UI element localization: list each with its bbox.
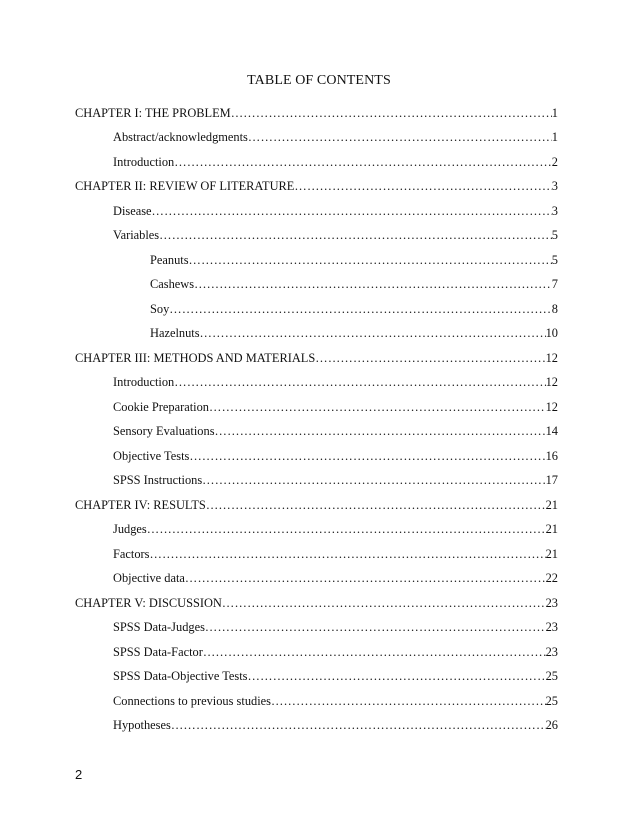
dot-leader bbox=[215, 424, 546, 439]
dot-leader bbox=[206, 498, 546, 513]
toc-entry-label: Abstract/acknowledgments bbox=[113, 130, 248, 145]
toc-entry-line bbox=[113, 571, 558, 586]
toc-section-entry[interactable] bbox=[0, 469, 638, 494]
toc-entry-page-number: 1 bbox=[551, 105, 558, 120]
toc-entry-line bbox=[150, 326, 558, 341]
toc-section-entry[interactable] bbox=[0, 640, 638, 665]
toc-section-entry[interactable] bbox=[0, 616, 638, 641]
toc-entry-label: Disease bbox=[113, 203, 152, 218]
toc-entry-label: CHAPTER V: DISCUSSION bbox=[75, 595, 222, 610]
toc-entry-page-number: 26 bbox=[545, 718, 558, 733]
toc-entry-page-number: 14 bbox=[545, 424, 558, 439]
dot-leader bbox=[147, 522, 546, 537]
table-of-contents bbox=[0, 101, 638, 738]
toc-entry-label: Cookie Preparation bbox=[113, 399, 210, 414]
toc-section-entry[interactable] bbox=[0, 273, 638, 298]
dot-leader bbox=[174, 155, 552, 170]
toc-entry-label: Introduction bbox=[113, 154, 175, 169]
toc-section-entry[interactable] bbox=[0, 297, 638, 322]
toc-entry-page-number: 5 bbox=[551, 228, 558, 243]
toc-entry-label: Objective Tests bbox=[113, 448, 190, 463]
toc-entry-page-number: 8 bbox=[551, 301, 558, 316]
toc-entry-page-number: 3 bbox=[551, 179, 558, 194]
toc-chapter-entry[interactable] bbox=[0, 591, 638, 616]
toc-entry-line bbox=[113, 718, 558, 733]
toc-section-entry[interactable] bbox=[0, 322, 638, 347]
toc-entry-page-number: 1 bbox=[551, 130, 558, 145]
dot-leader bbox=[194, 277, 552, 292]
toc-entry-line bbox=[113, 449, 558, 464]
toc-entry-label: SPSS Instructions bbox=[113, 473, 203, 488]
dot-leader bbox=[189, 449, 545, 464]
toc-entry-line bbox=[113, 620, 558, 635]
dot-leader bbox=[203, 645, 546, 660]
dot-leader bbox=[222, 596, 546, 611]
toc-entry-line bbox=[75, 596, 558, 611]
toc-entry-line bbox=[113, 424, 558, 439]
dot-leader bbox=[271, 694, 546, 709]
toc-section-entry[interactable] bbox=[0, 420, 638, 445]
dot-leader bbox=[202, 473, 545, 488]
toc-entry-label: SPSS Data-Judges bbox=[113, 620, 205, 635]
toc-entry-line bbox=[113, 669, 558, 684]
toc-chapter-entry[interactable] bbox=[0, 101, 638, 126]
toc-chapter-entry[interactable] bbox=[0, 175, 638, 200]
toc-section-entry[interactable] bbox=[0, 224, 638, 249]
dot-leader bbox=[200, 326, 546, 341]
toc-entry-page-number: 12 bbox=[545, 350, 558, 365]
toc-entry-page-number: 25 bbox=[545, 669, 558, 684]
toc-entry-label: SPSS Data-Factor bbox=[113, 644, 203, 659]
toc-entry-line bbox=[113, 228, 558, 243]
toc-entry-line bbox=[150, 302, 558, 317]
page-title: TABLE OF CONTENTS bbox=[247, 73, 391, 88]
toc-entry-label: CHAPTER III: METHODS AND MATERIALS bbox=[75, 350, 316, 365]
dot-leader bbox=[231, 106, 552, 121]
toc-entry-line bbox=[75, 498, 558, 513]
dot-leader bbox=[149, 547, 545, 562]
dot-leader bbox=[185, 571, 546, 586]
toc-section-entry[interactable] bbox=[0, 395, 638, 420]
toc-section-entry[interactable] bbox=[0, 444, 638, 469]
toc-entry-page-number: 12 bbox=[545, 399, 558, 414]
toc-entry-line bbox=[150, 253, 558, 268]
toc-entry-label: Objective data bbox=[113, 571, 185, 586]
toc-entry-line bbox=[113, 130, 558, 145]
toc-entry-page-number: 25 bbox=[545, 693, 558, 708]
dot-leader bbox=[189, 253, 552, 268]
toc-chapter-entry[interactable] bbox=[0, 346, 638, 371]
toc-section-entry[interactable] bbox=[0, 665, 638, 690]
toc-entry-line bbox=[113, 522, 558, 537]
toc-entry-label: CHAPTER IV: RESULTS bbox=[75, 497, 206, 512]
toc-entry-label: Peanuts bbox=[150, 252, 189, 267]
toc-entry-label: Hypotheses bbox=[113, 718, 171, 733]
toc-section-entry[interactable] bbox=[0, 150, 638, 175]
toc-entry-label: Hazelnuts bbox=[150, 326, 200, 341]
toc-entry-label: Connections to previous studies bbox=[113, 693, 271, 708]
toc-entry-page-number: 12 bbox=[545, 375, 558, 390]
toc-entry-page-number: 21 bbox=[545, 546, 558, 561]
dot-leader bbox=[315, 351, 545, 366]
toc-entry-label: Soy bbox=[150, 301, 170, 316]
toc-entry-line bbox=[113, 155, 558, 170]
toc-entry-line bbox=[150, 277, 558, 292]
page-number: 2 bbox=[75, 767, 83, 782]
toc-chapter-entry[interactable] bbox=[0, 493, 638, 518]
dot-leader bbox=[294, 179, 551, 194]
toc-entry-line bbox=[75, 179, 558, 194]
toc-section-entry[interactable] bbox=[0, 567, 638, 592]
toc-entry-label: CHAPTER I: THE PROBLEM bbox=[75, 105, 231, 120]
toc-entry-line bbox=[113, 375, 558, 390]
toc-section-entry[interactable] bbox=[0, 689, 638, 714]
dot-leader bbox=[174, 375, 545, 390]
toc-entry-page-number: 23 bbox=[545, 620, 558, 635]
toc-entry-page-number: 22 bbox=[545, 571, 558, 586]
toc-entry-page-number: 2 bbox=[551, 154, 558, 169]
toc-entry-line bbox=[113, 694, 558, 709]
toc-section-entry[interactable] bbox=[0, 542, 638, 567]
toc-entry-page-number: 17 bbox=[545, 473, 558, 488]
dot-leader bbox=[209, 400, 546, 415]
toc-entry-page-number: 23 bbox=[545, 595, 558, 610]
dot-leader bbox=[171, 718, 546, 733]
toc-entry-line bbox=[75, 351, 558, 366]
toc-entry-line bbox=[113, 400, 558, 415]
toc-entry-label: Variables bbox=[113, 228, 160, 243]
toc-entry-page-number: 23 bbox=[545, 644, 558, 659]
dot-leader bbox=[248, 669, 546, 684]
toc-entry-page-number: 5 bbox=[551, 252, 558, 267]
toc-entry-label: Factors bbox=[113, 546, 150, 561]
toc-entry-line bbox=[113, 204, 558, 219]
dot-leader bbox=[169, 302, 552, 317]
toc-entry-page-number: 21 bbox=[545, 497, 558, 512]
toc-entry-page-number: 7 bbox=[551, 277, 558, 292]
toc-entry-page-number: 16 bbox=[545, 448, 558, 463]
toc-entry-label: Introduction bbox=[113, 375, 175, 390]
toc-entry-label: Judges bbox=[113, 522, 147, 537]
toc-entry-page-number: 10 bbox=[545, 326, 558, 341]
toc-section-entry[interactable] bbox=[0, 371, 638, 396]
toc-entry-line bbox=[113, 645, 558, 660]
toc-entry-line bbox=[113, 473, 558, 488]
toc-section-entry[interactable] bbox=[0, 248, 638, 273]
dot-leader bbox=[248, 130, 552, 145]
toc-section-entry[interactable] bbox=[0, 199, 638, 224]
toc-entry-label: CHAPTER II: REVIEW OF LITERATURE bbox=[75, 179, 295, 194]
toc-entry-line bbox=[113, 547, 558, 562]
toc-section-entry[interactable] bbox=[0, 126, 638, 151]
dot-leader bbox=[205, 620, 546, 635]
dot-leader bbox=[152, 204, 552, 219]
toc-entry-page-number: 3 bbox=[551, 203, 558, 218]
dot-leader bbox=[159, 228, 552, 243]
toc-entry-label: SPSS Data-Objective Tests bbox=[113, 669, 248, 684]
toc-section-entry[interactable] bbox=[0, 714, 638, 739]
toc-entry-label: Sensory Evaluations bbox=[113, 424, 215, 439]
toc-entry-label: Cashews bbox=[150, 277, 195, 292]
toc-section-entry[interactable] bbox=[0, 518, 638, 543]
toc-entry-line bbox=[75, 106, 558, 121]
toc-entry-page-number: 21 bbox=[545, 522, 558, 537]
